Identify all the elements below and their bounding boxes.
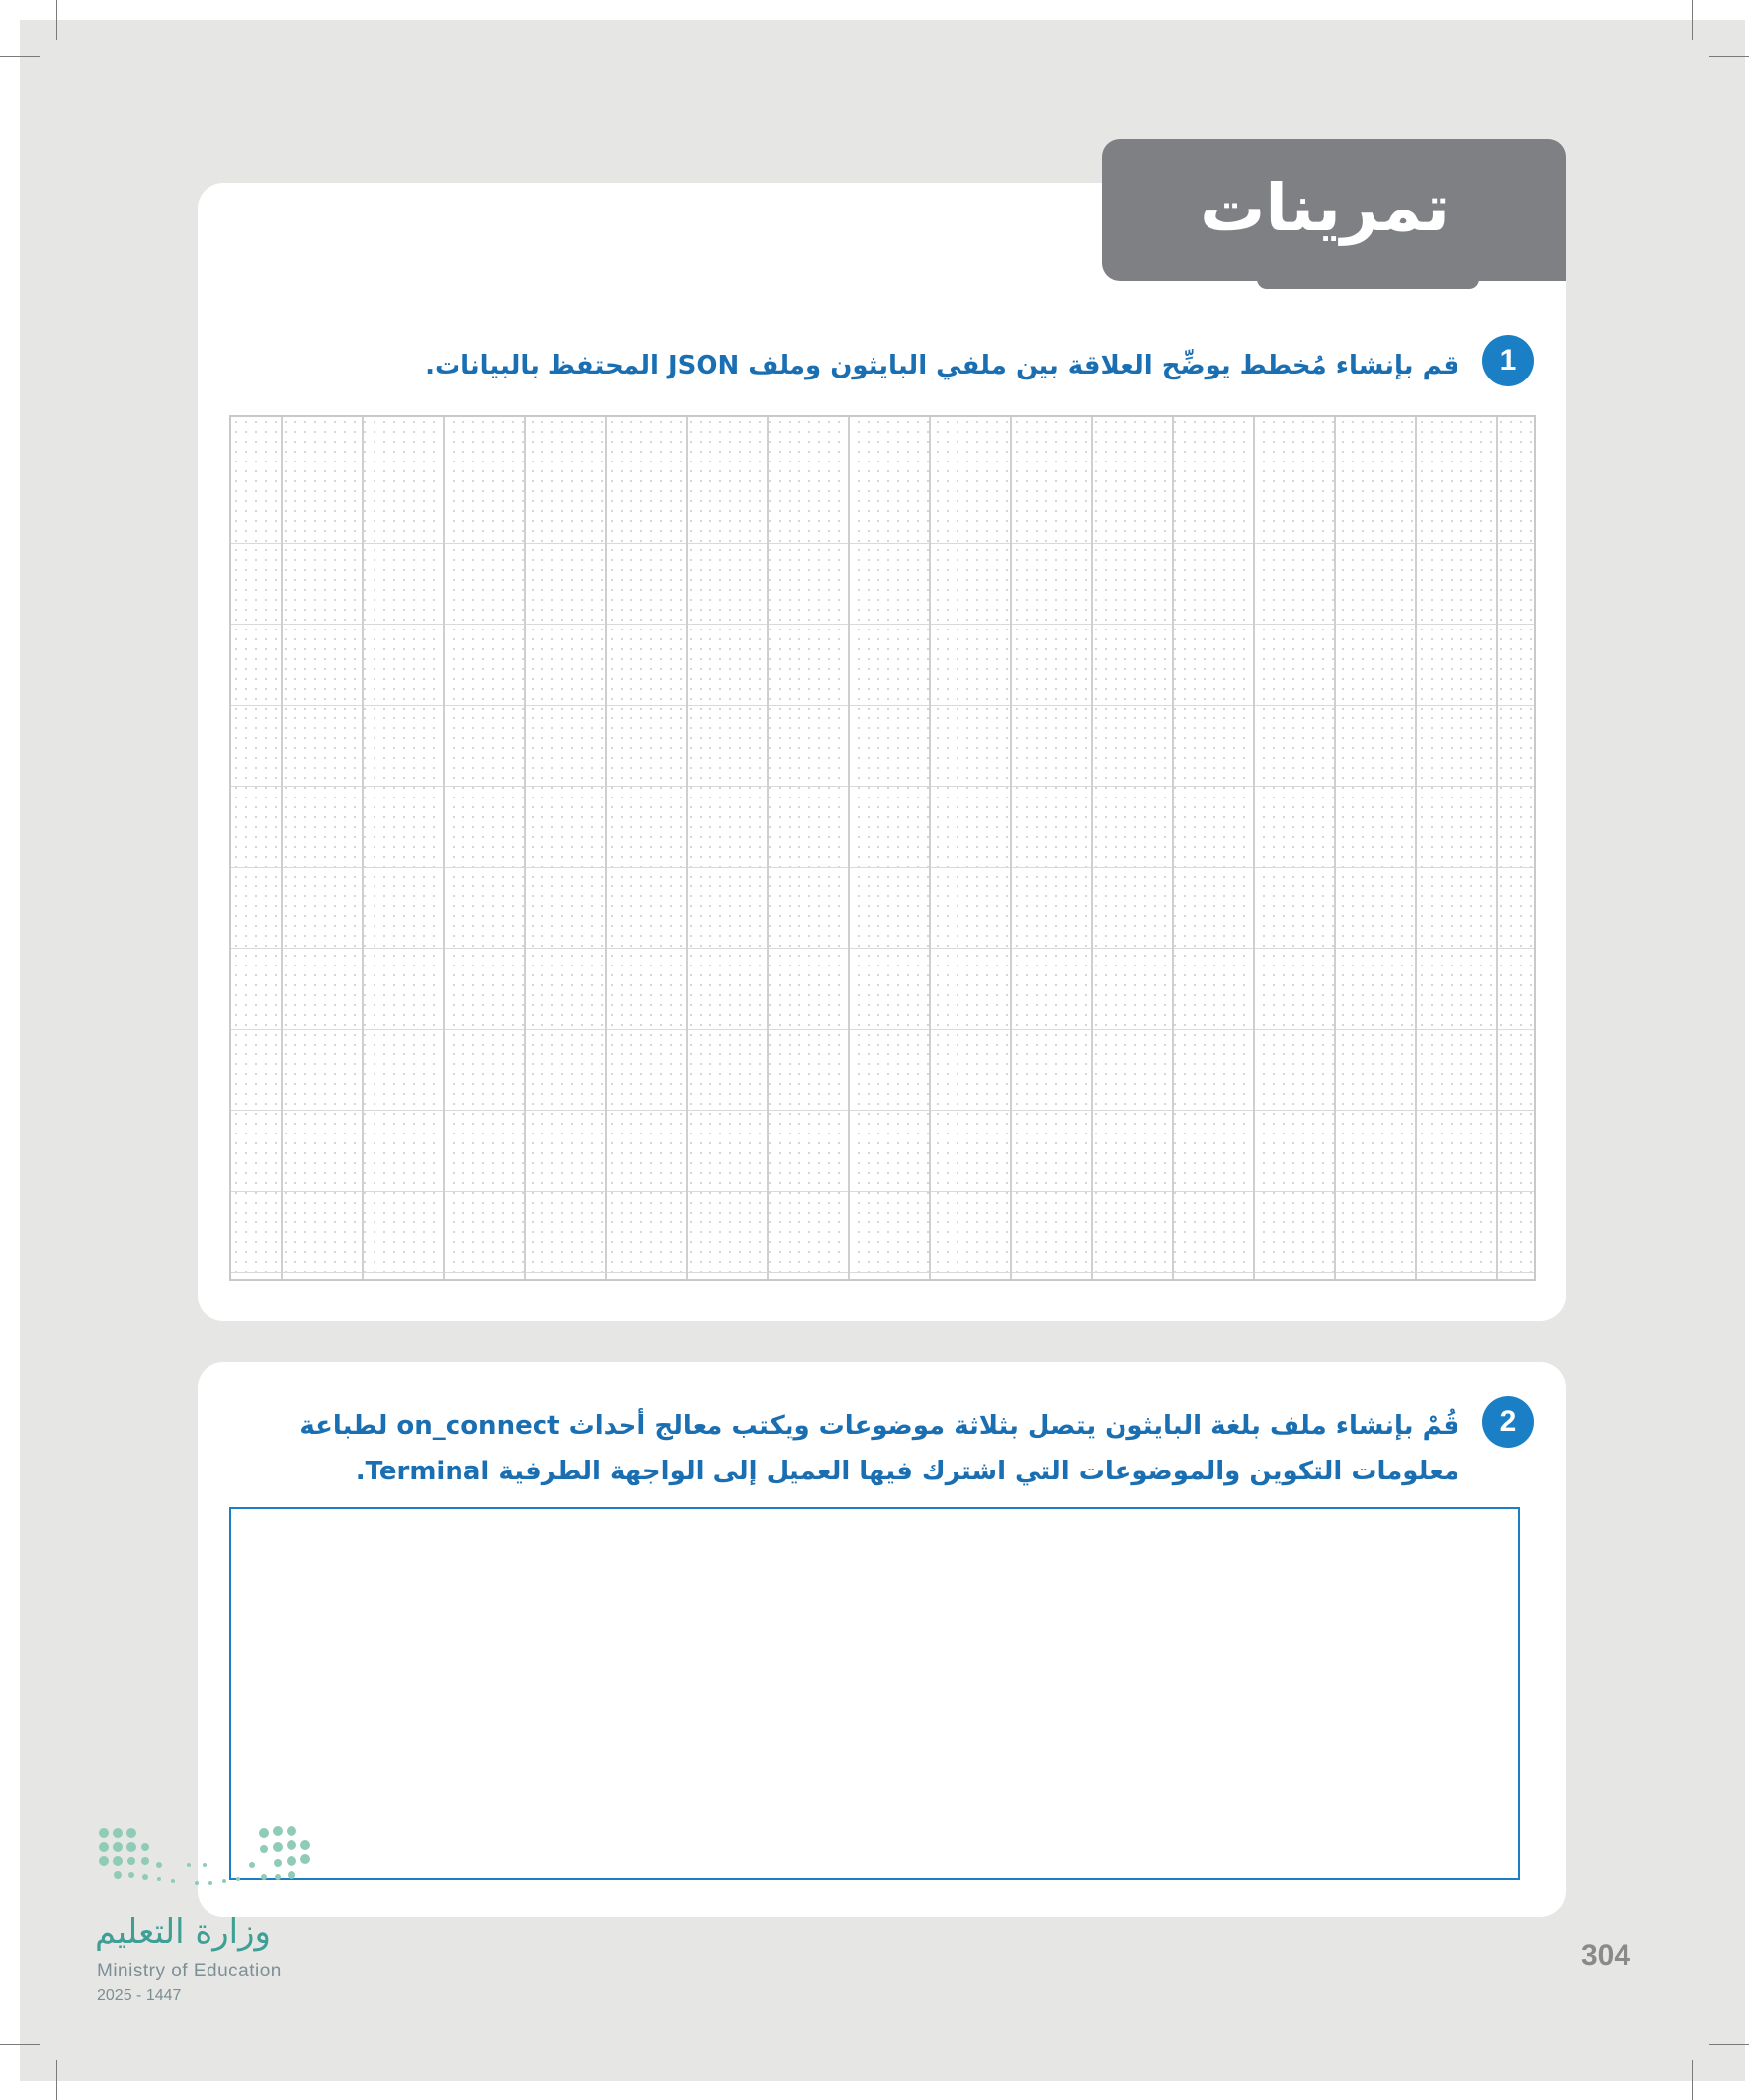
crop-mark: [1692, 0, 1693, 40]
edition-year: 2025 - 1447: [97, 1987, 182, 2004]
page-number: 304: [1581, 1939, 1631, 1972]
crop-mark: [56, 2060, 57, 2100]
crop-mark: [1692, 2060, 1693, 2100]
ministry-name-arabic: وزارة التعليم: [95, 1912, 271, 1952]
question-number-badge: 2: [1482, 1396, 1534, 1448]
question-1-text: قم بإنشاء مُخطط يوضِّح العلاقة بين ملفي البايثون وملف JSON المحتفظ بالبيانات.: [425, 351, 1459, 380]
crop-mark: [0, 2044, 40, 2045]
question-number-badge: 1: [1482, 335, 1534, 386]
crop-mark: [1709, 2044, 1749, 2045]
question-2-text: قُمْ بإنشاء ملف بلغة البايثون يتصل بثلاثة موضوعات ويكتب معالج أحداث on_connect لطباعة معلومات التكوين والموضوعات التي اشترك فيها العميل إلى الواجهة الطرفية Terminal.: [299, 1411, 1459, 1486]
crop-mark: [56, 0, 57, 40]
drawing-grid[interactable]: [229, 415, 1536, 1281]
section-title-tab: [1102, 139, 1566, 281]
crop-mark: [0, 56, 40, 57]
crop-mark: [1709, 56, 1749, 57]
answer-box[interactable]: [229, 1507, 1520, 1880]
section-title: تمرينات: [1200, 170, 1450, 246]
ministry-name-english: Ministry of Education: [97, 1961, 282, 1981]
